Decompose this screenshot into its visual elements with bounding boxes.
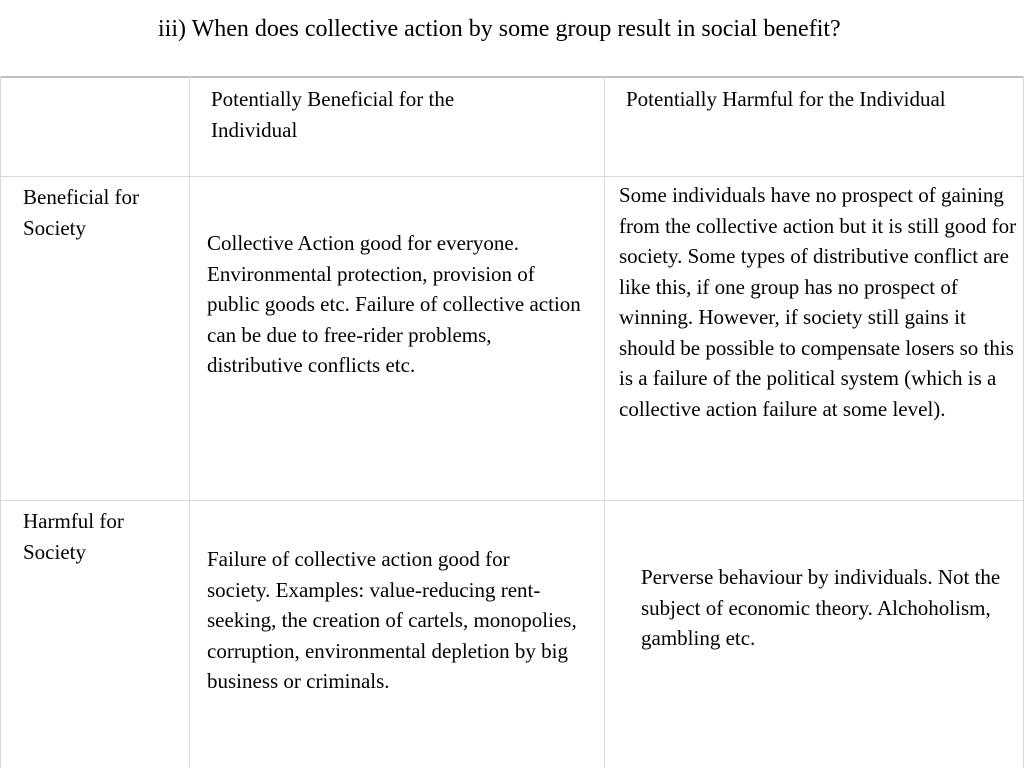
cell-beneficial-beneficial: Collective Action good for everyone. Environmental protection, provision of public goods etc. Failure of collective action can be due to free-rider problems, distributive conflicts etc. [207,231,581,377]
quadrant-table [0,76,1024,768]
cell-harmful-harmful: Perverse behaviour by individuals. Not the subject of economic theory. Alchoholism, gambling etc. [641,565,1001,650]
slide-title: iii) When does collective action by some group result in social benefit? [158,16,841,42]
col-header-beneficial-individual: Potentially Beneficial for the Individual [211,87,455,142]
column-divider-2 [604,76,605,768]
col-header-harmful-individual: Potentially Harmful for the Individual [626,87,946,111]
row-header-harmful-society: Harmful for Society [23,509,124,564]
column-divider-1 [189,76,190,768]
cell-harmful-society-beneficial-individual: Failure of collective action good for society. Examples: value-reducing rent-seeking, the creation of cartels, monopolies, corruption, environmental depletion by big business or criminals. [207,547,577,693]
table-left-border [0,76,1,768]
cell-beneficial-society-harmful-individual: Some individuals have no prospect of gaining from the collective action but it is still good for society. Some types of distributive conflict are like this, if one group has no prospect of winning. However, if society still gains it should be possible to compensate losers so this is a failure of the political system (which is a collective action failure at some level). [619,183,1017,421]
row-header-beneficial-society: Beneficial for Society [23,185,140,240]
row-divider-1 [0,176,1024,177]
row-divider-2 [0,500,1024,501]
table-top-border [0,76,1024,78]
